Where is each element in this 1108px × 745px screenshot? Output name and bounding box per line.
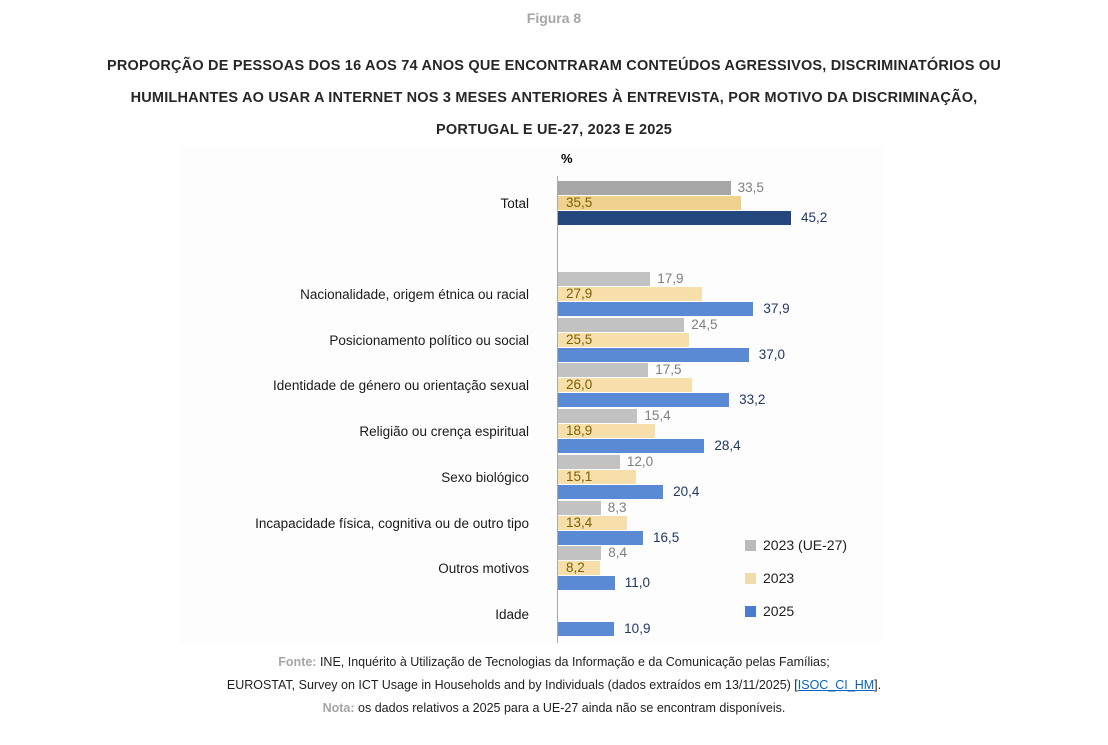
- bar-2025: [558, 531, 643, 545]
- footer-source-line-1: [0, 651, 1108, 674]
- bar-2023--ue-27-: [558, 409, 637, 423]
- value-label: 18,9: [566, 423, 593, 439]
- footer-note-line: [0, 697, 1108, 720]
- category-label: Incapacidade física, cognitiva ou de outro tipo: [255, 515, 529, 531]
- figure-title-line-1: PROPORÇÃO DE PESSOAS DOS 16 AOS 74 ANOS QUE ENCONTRARAM CONTEÚDOS AGRESSIVOS, DISCRIMINATÓRIOS OU: [106, 58, 1002, 74]
- bar-2025: [558, 576, 615, 590]
- legend-item-2023: [745, 570, 847, 586]
- category-label: Nacionalidade, origem étnica ou racial: [300, 287, 529, 302]
- legend-swatch-yellow-icon: [745, 573, 756, 584]
- isoc-ci-hm-link[interactable]: ISOC_CI_HM: [797, 678, 875, 692]
- legend-label: 2025: [763, 603, 795, 619]
- bar-2025: [558, 485, 663, 499]
- value-label: 37,9: [763, 301, 790, 316]
- category-label: Outros motivos: [438, 561, 529, 577]
- value-label: 35,5: [566, 195, 593, 210]
- bar-2023--ue-27-: [558, 546, 601, 560]
- value-label: 45,2: [800, 210, 828, 225]
- value-label: 12,0: [626, 453, 654, 469]
- value-label: 8,3: [607, 499, 627, 515]
- value-label: 27,9: [566, 286, 593, 301]
- bar-2023--ue-27-: [558, 181, 731, 195]
- category-label: Idade: [495, 606, 529, 622]
- legend-label: 2023: [763, 570, 795, 586]
- value-label: 25,5: [566, 331, 593, 347]
- legend-swatch-blue-icon: [745, 606, 756, 617]
- value-label: 15,1: [566, 468, 593, 484]
- value-label: 13,4: [566, 514, 593, 530]
- legend-item-2025: [745, 603, 847, 619]
- bar-2025: [558, 211, 791, 225]
- legend-label: 2023 (UE-27): [763, 537, 848, 553]
- bar-2025: [558, 393, 729, 407]
- value-label: 26,0: [566, 377, 593, 393]
- value-label: 17,5: [655, 362, 682, 378]
- value-label: 33,2: [739, 392, 766, 408]
- value-label: 37,0: [758, 346, 785, 362]
- figure-number: Figura 8: [526, 10, 582, 26]
- value-label: 8,2: [566, 560, 585, 576]
- value-label: 11,0: [624, 575, 650, 591]
- figure-title-line-2: HUMILHANTES AO USAR A INTERNET NOS 3 MESES ANTERIORES À ENTREVISTA, POR MOTIVO DA DISCRIMINAÇÃO,: [130, 90, 978, 106]
- nota-label: Nota:: [322, 701, 355, 715]
- figure-footer: [0, 651, 1108, 720]
- value-label: 28,4: [714, 438, 741, 454]
- value-label: 17,9: [657, 271, 684, 286]
- bar-2025: [558, 348, 749, 362]
- bar-2023--ue-27-: [558, 501, 601, 515]
- category-label: Sexo biológico: [441, 469, 529, 485]
- bar-2023--ue-27-: [558, 272, 650, 286]
- chart-legend: [745, 537, 847, 636]
- figure-title: [0, 50, 1108, 146]
- value-label: 15,4: [644, 408, 671, 424]
- value-label: 24,5: [691, 316, 718, 332]
- value-label: 20,4: [673, 483, 700, 499]
- bar-2023--ue-27-: [558, 363, 648, 377]
- fonte-text: INE, Inquérito à Utilização de Tecnologias da Informação e da Comunicação pelas Famílias;: [316, 655, 830, 669]
- legend-item-2023-ue27: [745, 537, 847, 553]
- axis-unit-label: %: [561, 151, 573, 166]
- figure-title-line-3: PORTUGAL E UE-27, 2023 E 2025: [435, 122, 673, 138]
- category-label: Religião ou crença espiritual: [359, 424, 529, 440]
- category-label: Total: [500, 196, 529, 211]
- nota-text: os dados relativos a 2025 para a UE-27 ainda não se encontram disponíveis.: [354, 701, 786, 715]
- bar-2023--ue-27-: [558, 455, 620, 469]
- footer-source-line-2: [0, 674, 1108, 697]
- bar-2025: [558, 622, 614, 636]
- eurostat-text-end: ].: [874, 678, 882, 692]
- legend-swatch-gray-icon: [745, 540, 756, 551]
- bar-2023--ue-27-: [558, 318, 684, 332]
- value-label: 8,4: [608, 545, 628, 561]
- bar-chart: [180, 147, 882, 644]
- value-label: 33,5: [737, 180, 764, 195]
- bar-2025: [558, 302, 753, 316]
- value-label: 16,5: [653, 529, 680, 545]
- category-label: Posicionamento político ou social: [329, 332, 529, 348]
- eurostat-text: EUROSTAT, Survey on ICT Usage in Households and by Individuals (dados extraídos em 13/11/2025) [: [226, 678, 798, 692]
- category-label: Identidade de género ou orientação sexual: [273, 378, 529, 394]
- bar-2025: [558, 439, 704, 453]
- value-label: 10,9: [624, 620, 651, 636]
- fonte-label: Fonte:: [278, 655, 317, 669]
